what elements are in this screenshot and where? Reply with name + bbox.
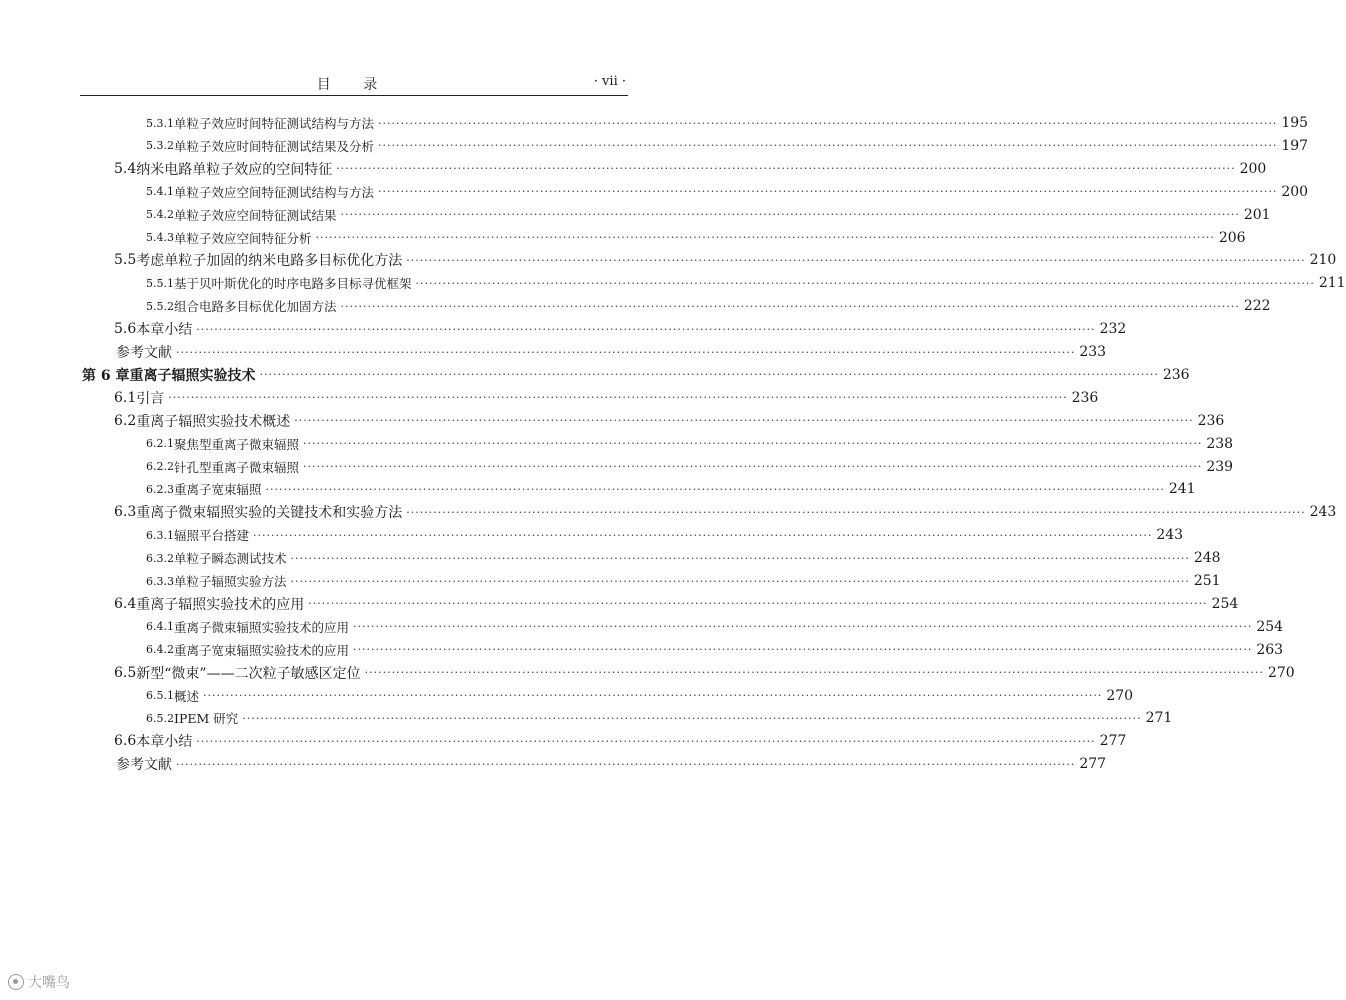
toc-entry-number: 6.2.3: [146, 482, 174, 496]
toc-entry-title: 重离子辐照实验技术概述: [136, 413, 291, 430]
toc-leader-dots: ········································································································································································································: [378, 139, 1278, 153]
toc-entry: [0, 616, 1284, 638]
toc-entry-title: 本章小结: [136, 734, 193, 751]
toc-entry-page: 238: [1206, 435, 1234, 452]
toc-entry: [0, 456, 1234, 478]
toc-leader-dots: ········································································································································································································: [253, 528, 1153, 542]
toc-entry-title: 单粒子效应时间特征测试结果及分析: [174, 138, 375, 154]
toc-entry-number: 6.4.1: [146, 620, 174, 634]
toc-entry-number: 5.4.2: [146, 208, 174, 222]
toc-entry-number: 5.4.1: [146, 185, 174, 199]
toc-leader-dots: ········································································································································································································: [196, 322, 1096, 336]
toc-leader-dots: ········································································································································································································: [176, 345, 1076, 359]
toc-entry-number: 6.5: [114, 664, 137, 681]
toc-entry-title: 组合电路多目标优化加固方法: [174, 299, 337, 315]
toc-entry-title: 单粒子效应空间特征测试结果: [174, 207, 337, 223]
toc-leader-dots: ········································································································································································································: [308, 597, 1208, 611]
toc-entry-number: 5.4.3: [146, 231, 174, 244]
toc-entry-number: 5.5: [114, 252, 137, 269]
toc-leader-dots: ········································································································································································································: [378, 116, 1278, 130]
header-title: 目 录: [316, 77, 392, 93]
toc-entry: [0, 730, 1127, 752]
toc-entry-title: 基于贝叶斯优化的时序电路多目标寻优框架: [174, 276, 412, 292]
toc-leader-dots: ········································································································································································································: [303, 437, 1203, 451]
toc-leader-dots: ········································································································································································································: [340, 299, 1240, 313]
toc-entry-page: 248: [1193, 550, 1221, 567]
toc-leader-dots: ········································································································································································································: [168, 391, 1068, 405]
toc-entry: [0, 685, 1134, 707]
toc-entry-title: 新型“微束”——二次粒子敏感区定位: [136, 665, 361, 682]
toc-entry-title: 聚焦型重离子微束辐照: [174, 436, 300, 452]
toc-leader-dots: ········································································································································································································: [378, 185, 1278, 199]
toc-entry-page: 197: [1281, 137, 1309, 154]
toc-entry-page: 206: [1218, 229, 1246, 246]
toc-entry-title: 单粒子辐照实验方法: [174, 574, 287, 589]
toc-entry-page: 271: [1145, 710, 1173, 727]
toc-entry-title: 重离子辐照实验技术的应用: [136, 596, 305, 613]
toc-entry-page: 254: [1211, 595, 1239, 612]
toc-entry-number: 5.3.2: [146, 139, 174, 153]
toc-entry-title: 单粒子效应空间特征分析: [174, 230, 312, 246]
toc-entry: [0, 707, 1173, 729]
toc-entry-number: 6.4.2: [146, 643, 174, 657]
toc-entry-page: 211: [1318, 275, 1346, 292]
toc-entry-number: 5.3.1: [146, 116, 174, 130]
toc-entry: [0, 249, 1337, 271]
toc-leader-dots: ········································································································································································································: [406, 253, 1306, 267]
toc-entry: [0, 112, 1309, 134]
toc-entry: [0, 524, 1184, 546]
toc-entry: [0, 295, 1271, 317]
toc-entry-number: 5.6: [114, 321, 137, 338]
toc-leader-dots: ········································································································································································································: [303, 460, 1203, 473]
toc-entry-page: 236: [1197, 412, 1225, 429]
toc-entry-number: 6.1: [114, 389, 137, 406]
toc-entry-page: 263: [1256, 641, 1284, 658]
toc-entry-page: 222: [1243, 298, 1271, 315]
toc-entry-title: 参考文献: [116, 757, 172, 774]
toc-entry-number: 6.3.1: [146, 528, 174, 542]
toc-entry: [0, 547, 1221, 569]
toc-leader-dots: ········································································································································································································: [364, 666, 1264, 680]
toc-entry-page: 254: [1256, 618, 1284, 635]
toc-entry: [0, 570, 1221, 592]
toc-entry-title: 引言: [136, 390, 165, 407]
toc-entry-number: 第 6 章: [82, 367, 130, 384]
toc-entry-number: 6.2: [114, 412, 137, 429]
toc-entry-title: 重离子宽束辐照: [174, 482, 262, 498]
toc-entry-page: 277: [1079, 756, 1107, 773]
toc-leader-dots: ········································································································································································································: [315, 231, 1215, 244]
toc-entry-number: 5.5.2: [146, 299, 174, 313]
toc-entry: [0, 501, 1337, 523]
toc-entry: [0, 227, 1246, 249]
toc-entry-page: 201: [1243, 206, 1271, 223]
toc-entry-number: 5.5.1: [146, 276, 174, 290]
toc-entry-number: 6.6: [114, 733, 137, 750]
toc-leader-dots: ········································································································································································································: [290, 551, 1190, 565]
toc-entry-page: 239: [1206, 458, 1234, 475]
toc-entry: [0, 410, 1225, 432]
toc-entry: [0, 662, 1295, 684]
toc-entry-title: 本章小结: [136, 322, 193, 339]
toc-leader-dots: ········································································································································································································: [415, 276, 1315, 290]
toc-entry-page: 270: [1106, 687, 1134, 704]
toc-entry-title: 单粒子效应时间特征测试结构与方法: [174, 116, 375, 131]
toc-entry-title: 单粒子效应空间特征测试结构与方法: [174, 184, 375, 200]
toc-entry-title: 重离子微束辐照实验的关键技术和实验方法: [136, 505, 403, 522]
toc-entry: [0, 639, 1284, 661]
toc-entry-number: 6.5.1: [146, 689, 174, 702]
toc-entry-page: 277: [1099, 733, 1127, 750]
toc-leader-dots: ········································································································································································································: [294, 414, 1194, 428]
toc-entry-number: 6.4: [114, 595, 137, 612]
toc-entry-page: 251: [1193, 573, 1221, 589]
toc-entry-title: 重离子微束辐照实验技术的应用: [174, 619, 350, 635]
toc-entry-number: 6.2.2: [146, 460, 174, 473]
toc-entry-title: 纳米电路单粒子效应的空间特征: [136, 161, 333, 178]
toc-leader-dots: ········································································································································································································: [176, 757, 1076, 771]
toc-entry: [0, 593, 1239, 615]
toc-entry-page: 270: [1267, 664, 1295, 681]
toc-entry: [0, 158, 1267, 180]
toc-entry-number: 6.3: [114, 504, 137, 521]
toc-leader-dots: ········································································································································································································: [340, 208, 1240, 222]
toc-entry: [0, 387, 1099, 409]
toc-entry-number: 5.4: [114, 160, 137, 177]
toc-leader-dots: ········································································································································································································: [265, 482, 1165, 496]
toc-leader-dots: ········································································································································································································: [406, 505, 1306, 519]
toc-entry-page: 210: [1309, 252, 1337, 269]
toc-leader-dots: ········································································································································································································: [203, 689, 1103, 702]
toc-entry-number: 6.2.1: [146, 437, 174, 451]
toc-entry-page: 236: [1162, 366, 1190, 383]
toc-entry: [0, 433, 1234, 455]
toc-entry: [0, 753, 1107, 775]
toc-entry-page: 200: [1281, 183, 1309, 200]
toc-leader-dots: ········································································································································································································: [290, 574, 1190, 588]
running-header: [80, 66, 628, 96]
circle-logo-icon: [8, 974, 24, 990]
toc-entry-number: 6.3.3: [146, 574, 174, 588]
toc-entry: [0, 272, 1346, 294]
toc-entry: [0, 364, 1190, 386]
header-rule: [80, 95, 628, 96]
toc-leader-dots: ········································································································································································································: [336, 162, 1236, 176]
toc-entry: [0, 318, 1127, 340]
toc-entry-title: 概述: [174, 688, 200, 704]
toc-entry-page: 195: [1281, 115, 1309, 131]
toc-entry-title: 重离子宽束辐照实验技术的应用: [174, 642, 350, 658]
toc-leader-dots: ········································································································································································································: [259, 368, 1159, 382]
header-page-number: · vii ·: [593, 74, 626, 89]
toc-leader-dots: ········································································································································································································: [242, 711, 1142, 725]
toc-entry: [0, 135, 1309, 157]
toc-entry: [0, 341, 1107, 363]
toc-leader-dots: ········································································································································································································: [196, 734, 1096, 748]
toc-entry-page: 236: [1071, 389, 1099, 406]
toc-entry: [0, 181, 1309, 203]
toc-entry-page: 232: [1099, 321, 1127, 338]
toc-entry-title: IPEM 研究: [174, 711, 239, 727]
toc-entry-title: 参考文献: [116, 345, 172, 361]
toc-entry-title: 单粒子瞬态测试技术: [174, 551, 287, 567]
toc-entry-title: 辐照平台搭建: [174, 528, 250, 544]
toc-entry-page: 243: [1309, 504, 1337, 521]
toc-entry-number: 6.5.2: [146, 711, 174, 725]
toc-entry-page: 241: [1168, 481, 1196, 498]
toc-entry: [0, 478, 1196, 500]
toc-leader-dots: ········································································································································································································: [353, 643, 1253, 657]
toc-entry-title: 考虑单粒子加固的纳米电路多目标优化方法: [136, 253, 403, 270]
toc-entry-page: 243: [1156, 527, 1184, 544]
toc-entry-title: 针孔型重离子微束辐照: [174, 459, 300, 475]
toc-entry: [0, 204, 1271, 226]
watermark: [8, 972, 70, 992]
toc-entry-page: 233: [1079, 344, 1107, 360]
toc-entry-page: 200: [1239, 160, 1267, 177]
watermark-text: 大嘴鸟: [28, 975, 70, 991]
toc-entry-title: 重离子辐照实验技术: [129, 367, 256, 384]
toc-leader-dots: ········································································································································································································: [353, 620, 1253, 634]
toc-entry-number: 6.3.2: [146, 551, 174, 565]
